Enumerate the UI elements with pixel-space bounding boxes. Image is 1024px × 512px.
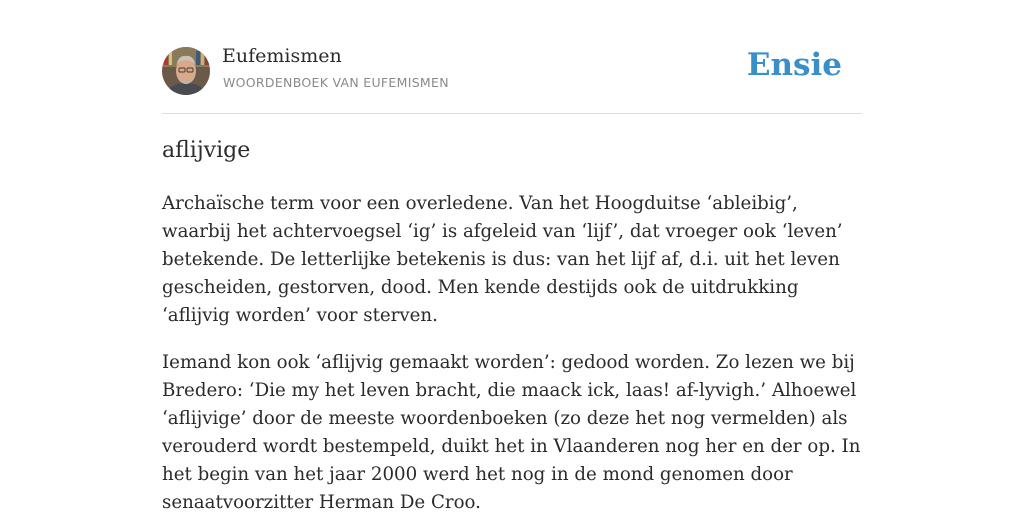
entry-paragraph-2: Iemand kon ook ‘aflijvig gemaakt worden’: gedood worden. Zo lezen we bij Bredero: ‘Die my het leven bracht, die maack ick, laas! af-lyvigh.’ Alhoewel ‘aflijvige’ door de meeste woordenboeken (zo deze het nog vermelden) als verouderd wordt bestempeld, duikt het in Vlaanderen nog her en der op. In het begin van het jaar 2000 werd het nog in de mond genomen door senaatvoorzitter Herman De Croo. [162, 352, 861, 512]
content-column [162, 0, 862, 512]
ensie-logo-link[interactable]: Ensie [746, 47, 842, 83]
entry-body [162, 190, 862, 512]
author-subtitle[interactable]: WOORDENBOEK VAN EUFEMISMEN [223, 75, 449, 90]
entry-title: aflijvige [162, 138, 251, 163]
entry-paragraph-1: Archaïsche term voor een overledene. Van het Hoogduitse ‘ableibig’, waarbij het achtervoegsel ‘ig’ is afgeleid van ‘lijf’, dat vroeger ook ‘leven’ betekende. De letterlijke betekenis is dus: van het lijf af, d.i. uit het leven gescheiden, gestorven, dood. Men kende destijds ook de uitdrukking ‘aflijvig worden’ voor sterven. [162, 193, 843, 326]
author-name[interactable]: Eufemismen [222, 45, 342, 67]
author-avatar[interactable] [162, 47, 210, 95]
header [162, 0, 862, 114]
